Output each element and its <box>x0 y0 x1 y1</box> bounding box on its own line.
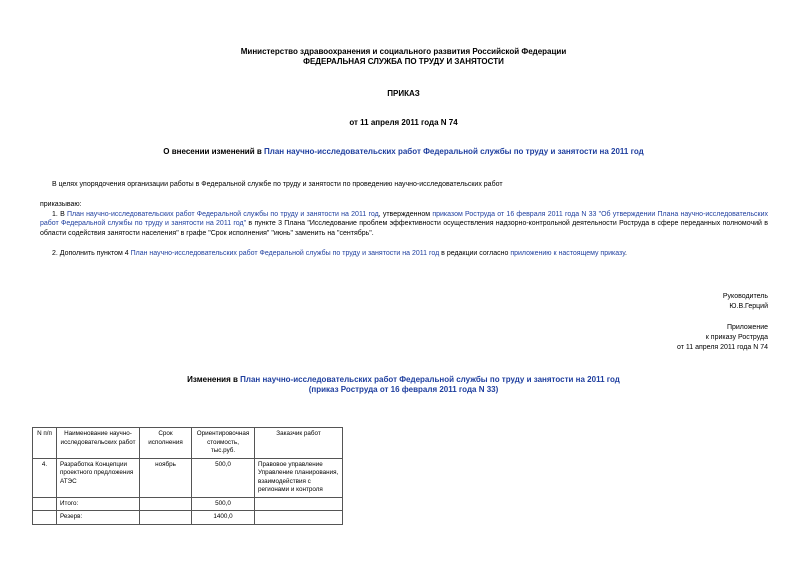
item2-text2: в редакции согласно <box>439 250 511 257</box>
total-label: Итого: <box>57 497 140 511</box>
appendix-link[interactable]: приложению к настоящему приказу <box>510 250 625 257</box>
intro-paragraph: В целях упорядочения организации работы в Федеральной службе по труду и занятости по проведению научно-исследовательских работ <box>52 181 503 188</box>
order-33-link[interactable]: приказом Роструда от 16 февраля 2011 года N 33 "Об утверждении Плана научно-исследовательских работ Федеральной службы по труду и занятости на 2011 год" <box>40 211 768 228</box>
appendix-line-3: от 11 апреля 2011 года N 74 <box>676 344 768 351</box>
table-row <box>33 458 343 497</box>
row-name: Разработка Концепции проектного предложения АТЭС <box>57 458 140 497</box>
item1-text1: , утвержденном <box>378 211 433 218</box>
signature-position: Руководитель <box>722 293 768 300</box>
doc-type: ПРИКАЗ <box>387 89 420 98</box>
header-customer: Заказчик работ <box>255 428 343 459</box>
row-deadline: ноябрь <box>140 458 192 497</box>
reserve-value: 1400,0 <box>192 511 255 525</box>
plan-changes-table <box>32 427 343 525</box>
total-empty-2 <box>140 497 192 511</box>
order-item-2 <box>52 249 768 258</box>
ministry-name: Министерство здравоохранения и социального развития Российской Федерации <box>240 47 567 56</box>
reserve-empty-3 <box>255 511 343 525</box>
appendix-line-2: к приказу Роструда <box>705 334 768 341</box>
header-num: N п/п <box>33 428 57 459</box>
signature-name: Ю.В.Герций <box>729 303 768 310</box>
header-cost: Ориентировочная стоимость, тыс.руб. <box>192 428 255 459</box>
total-row <box>33 497 343 511</box>
changes-title-line-2 <box>0 385 807 396</box>
total-empty <box>33 497 57 511</box>
row-customer: Правовое управление Управление планирования, взаимодействия с регионами и контроля <box>255 458 343 497</box>
reserve-row <box>33 511 343 525</box>
changes-title-prefix: Изменения в <box>187 375 241 384</box>
plan-link-item2[interactable]: План научно-исследовательских работ Федеральной службы по труду и занятости на 2011 год <box>130 250 440 257</box>
reserve-label: Резерв: <box>57 511 140 525</box>
plan-link-changes[interactable]: План научно-исследовательских работ Федеральной службы по труду и занятости на 2011 год <box>240 375 620 384</box>
row-cost: 500,0 <box>192 458 255 497</box>
plan-link-item1[interactable]: План научно-исследовательских работ Федеральной службы по труду и занятости на 2011 год <box>66 211 379 218</box>
reserve-empty <box>33 511 57 525</box>
total-empty-3 <box>255 497 343 511</box>
item1-text2: в пункте 3 Плана "Исследование проблем эффективности осуществления надзорно-контрольной деятельности Роструда в сфере переданных полномочий в области содействия занятости населения" в графе "Срок исполнения" "июнь" заменить на "сентябрь". <box>40 220 768 237</box>
doc-date-number: от 11 апреля 2011 года N 74 <box>349 118 458 127</box>
row-num: 4. <box>33 458 57 497</box>
order-word: приказываю: <box>40 201 82 208</box>
table-header-row <box>33 428 343 459</box>
service-name: ФЕДЕРАЛЬНАЯ СЛУЖБА ПО ТРУДУ И ЗАНЯТОСТИ <box>303 57 504 66</box>
plan-link-title[interactable]: План научно-исследовательских работ Федеральной службы по труду и занятости на 2011 год <box>264 147 644 156</box>
item1-num: 1. В <box>52 211 67 218</box>
item2-text1: 2. Дополнить пунктом 4 <box>52 250 131 257</box>
header-name: Наименование научно-исследовательских работ <box>57 428 140 459</box>
order-33-link-changes[interactable]: (приказ Роструда от 16 февраля 2011 года N 33) <box>308 385 499 394</box>
header-deadline: Срок исполнения <box>140 428 192 459</box>
item2-text3: . <box>625 250 627 257</box>
doc-title-prefix: О внесении изменений в <box>163 147 264 156</box>
total-value: 500,0 <box>192 497 255 511</box>
doc-title <box>0 147 807 158</box>
order-item-1 <box>40 210 768 238</box>
reserve-empty-2 <box>140 511 192 525</box>
appendix-line-1: Приложение <box>726 324 768 331</box>
